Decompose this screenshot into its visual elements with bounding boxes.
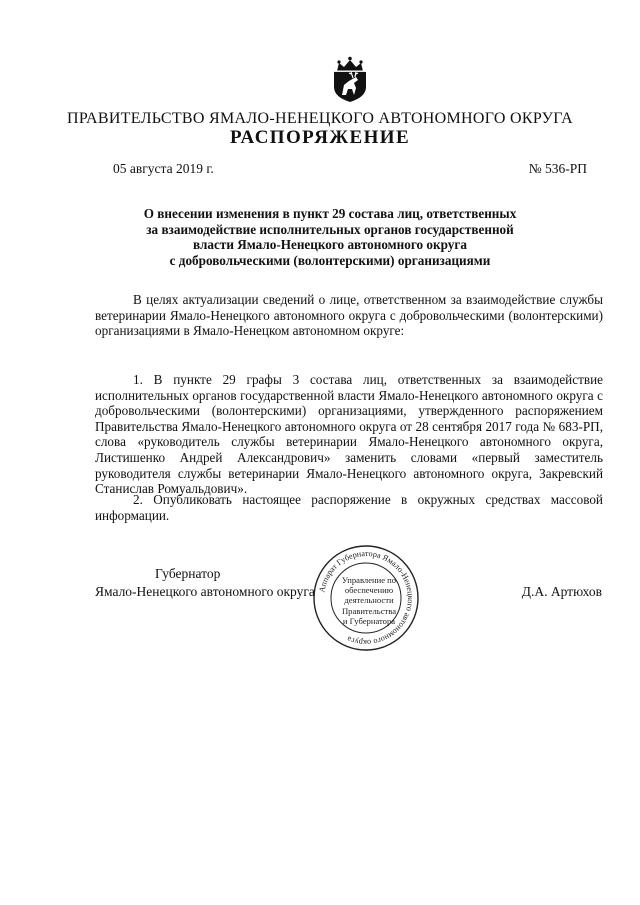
stamp-center-text	[334, 575, 404, 626]
item-1-paragraph	[95, 372, 603, 497]
signatory-title: Губернатор	[155, 566, 221, 581]
subject-line: власти Ямало-Ненецкого автономного округа	[193, 237, 467, 253]
stamp-line: деятельности	[344, 595, 394, 606]
preamble-text: В целях актуализации сведений о лице, ответственном за взаимодействие службы ветеринарии Ямало-Ненецкого автономного округа с добровольческими (волонтерскими) организациями в Ямало-Ненецком автономном округе:	[95, 292, 603, 339]
signatory-name: Д.А. Артюхов	[521, 584, 602, 599]
item-1-text: 1. В пункте 29 графы 3 состава лиц, ответственных за взаимодействие исполнительных органов государственной власти Ямало-Ненецкого автономного округа с добровольческими (волонтерскими) организациями, утвержденного распоряжением Правительства Ямало-Ненецкого автономного округа от 28 сентября 2017 года № 683-РП, слова «руководитель службы ветеринарии Ямало-Ненецкого автономного округа, Листишенко Андрей Александрович» заменить словами «первый заместитель руководителя службы ветеринарии Ямало-Ненецкого автономного округа, Закревский Станислав Ромуальдович».	[95, 372, 603, 497]
signatory-organization: Ямало-Ненецкого автономного округа	[95, 584, 315, 599]
document-subject	[100, 206, 560, 268]
stamp-line: Правительства	[341, 605, 397, 616]
stamp-line: обеспечению	[344, 585, 394, 596]
document-date: 05 августа 2019 г.	[113, 161, 214, 176]
stamp-line: и Губернатора	[342, 615, 396, 626]
item-2-text: 2. Опубликовать настоящее распоряжение в окружных средствах массовой информации.	[95, 492, 603, 523]
item-2-paragraph	[95, 492, 603, 523]
subject-line: с добровольческими (волонтерскими) организациями	[169, 252, 491, 268]
government-title: ПРАВИТЕЛЬСТВО ЯМАЛО-НЕНЕЦКОГО АВТОНОМНОГО ОКРУГА	[67, 110, 573, 127]
document-number: № 536-РП	[528, 161, 587, 176]
coat-of-arms-icon	[329, 55, 371, 103]
preamble-paragraph	[95, 292, 603, 339]
subject-line: за взаимодействие исполнительных органов государственной	[146, 221, 514, 237]
stamp-ring-text: Аппарат Губернатора Ямало-Ненецкого автономного округа	[317, 548, 416, 648]
subject-line: О внесении изменения в пункт 29 состава лиц, ответственных	[143, 206, 517, 221]
document-type-title: РАСПОРЯЖЕНИЕ	[229, 127, 411, 148]
stamp-line: Управление по	[341, 575, 397, 585]
